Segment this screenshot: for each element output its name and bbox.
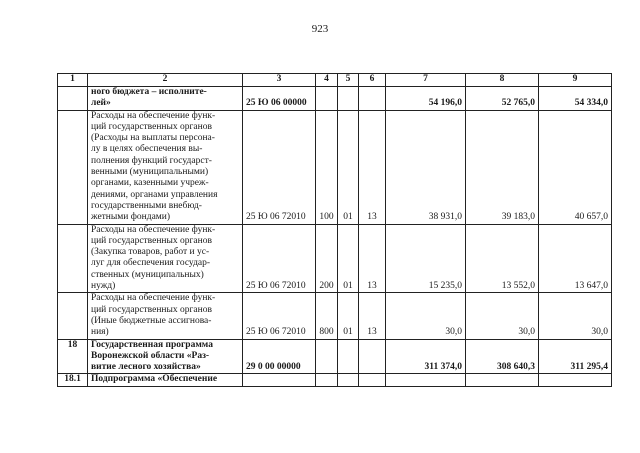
amount-year-1 xyxy=(386,374,466,386)
row-name-line: ния) xyxy=(91,327,109,338)
subsection-code xyxy=(359,374,386,386)
amount-year-2 xyxy=(466,374,539,386)
row-name xyxy=(88,374,243,386)
amount-year-2: 39 183,0 xyxy=(466,110,539,224)
target-article-code: 25 Ю 06 00000 xyxy=(243,87,316,111)
header-cell: 8 xyxy=(466,74,539,87)
expense-type-code: 100 xyxy=(316,110,338,224)
expense-type-code: 200 xyxy=(316,224,338,293)
row-name-line: ственных (муниципальных) xyxy=(91,269,204,280)
amount-year-2: 308 640,3 xyxy=(466,339,539,374)
row-name-line: Воронежской области «Раз- xyxy=(91,350,210,361)
section-code xyxy=(338,87,359,111)
section-code xyxy=(338,339,359,374)
expense-type-code xyxy=(316,339,338,374)
row-name-line: лей» xyxy=(91,98,111,109)
expense-type-code xyxy=(316,87,338,111)
row-name-line: ций государственных органов xyxy=(91,121,212,132)
header-cell: 9 xyxy=(539,74,612,87)
expense-type-code xyxy=(316,374,338,386)
row-name-line: нужд) xyxy=(91,281,116,292)
subsection-code: 13 xyxy=(359,224,386,293)
table-row xyxy=(58,110,612,224)
row-name-line: государственными внебюд- xyxy=(91,200,202,211)
row-name-line: (Иные бюджетные ассигнова- xyxy=(91,315,212,326)
row-name-line: ного бюджета – исполните- xyxy=(91,87,207,97)
subsection-code xyxy=(359,339,386,374)
amount-year-3: 30,0 xyxy=(539,293,612,339)
row-name-line: ций государственных органов xyxy=(91,235,212,246)
row-name-line: (Расходы на выплаты персона- xyxy=(91,133,215,144)
section-code xyxy=(338,374,359,386)
header-cell: 5 xyxy=(338,74,359,87)
row-number xyxy=(58,110,88,224)
budget-table xyxy=(57,73,612,387)
table-row xyxy=(58,224,612,293)
section-code: 01 xyxy=(338,110,359,224)
target-article-code: 29 0 00 00000 xyxy=(243,339,316,374)
row-name xyxy=(88,224,243,293)
subsection-code: 13 xyxy=(359,110,386,224)
header-cell: 7 xyxy=(386,74,466,87)
target-article-code: 25 Ю 06 72010 xyxy=(243,224,316,293)
row-number xyxy=(58,87,88,111)
row-name xyxy=(88,87,243,111)
target-article-code: 25 Ю 06 72010 xyxy=(243,110,316,224)
header-cell: 1 xyxy=(58,74,88,87)
table-row xyxy=(58,339,612,374)
expense-type-code: 800 xyxy=(316,293,338,339)
amount-year-1: 30,0 xyxy=(386,293,466,339)
row-name-line: полнения функций государст- xyxy=(91,155,212,166)
subsection-code: 13 xyxy=(359,293,386,339)
row-name-line: органами, казенными учреж- xyxy=(91,178,209,189)
row-number xyxy=(58,224,88,293)
header-cell: 4 xyxy=(316,74,338,87)
row-number xyxy=(58,293,88,339)
table-row xyxy=(58,87,612,111)
header-cell: 6 xyxy=(359,74,386,87)
row-name-line: луг для обеспечения государ- xyxy=(91,258,211,269)
row-name-line: (Закупка товаров, работ и ус- xyxy=(91,247,210,258)
row-name-line: лу в целях обеспечения вы- xyxy=(91,144,203,155)
amount-year-3: 311 295,4 xyxy=(539,339,612,374)
header-cell: 2 xyxy=(88,74,243,87)
header-cell: 3 xyxy=(243,74,316,87)
row-name-line: витие лесного хозяйства» xyxy=(91,362,201,373)
row-number: 18.1 xyxy=(58,374,88,386)
amount-year-3: 40 657,0 xyxy=(539,110,612,224)
table-body xyxy=(58,87,612,387)
amount-year-1: 54 196,0 xyxy=(386,87,466,111)
section-code: 01 xyxy=(338,293,359,339)
target-article-code xyxy=(243,374,316,386)
table-row xyxy=(58,293,612,339)
row-name-line: Расходы на обеспечение функ- xyxy=(91,293,216,304)
amount-year-2: 13 552,0 xyxy=(466,224,539,293)
row-name-line: Расходы на обеспечение функ- xyxy=(91,110,216,121)
row-name-line: Подпрограмма «Обеспечение xyxy=(91,374,218,385)
amount-year-1: 38 931,0 xyxy=(386,110,466,224)
row-name-line: Расходы на обеспечение функ- xyxy=(91,224,216,235)
row-name-line: дениями, органами управления xyxy=(91,189,218,200)
amount-year-1: 15 235,0 xyxy=(386,224,466,293)
header-row xyxy=(58,74,612,87)
subsection-code xyxy=(359,87,386,111)
row-name-line: жетными фондами) xyxy=(91,212,171,223)
section-code: 01 xyxy=(338,224,359,293)
amount-year-3 xyxy=(539,374,612,386)
row-name-line: ций государственных органов xyxy=(91,304,212,315)
row-number: 18 xyxy=(58,339,88,374)
page-number: 923 xyxy=(311,23,329,35)
amount-year-3: 54 334,0 xyxy=(539,87,612,111)
row-name xyxy=(88,293,243,339)
row-name xyxy=(88,339,243,374)
row-name xyxy=(88,110,243,224)
table-row xyxy=(58,374,612,386)
target-article-code: 25 Ю 06 72010 xyxy=(243,293,316,339)
amount-year-2: 52 765,0 xyxy=(466,87,539,111)
amount-year-1: 311 374,0 xyxy=(386,339,466,374)
amount-year-3: 13 647,0 xyxy=(539,224,612,293)
amount-year-2: 30,0 xyxy=(466,293,539,339)
row-name-line: Государственная программа xyxy=(91,339,213,350)
row-name-line: венными (муниципальными) xyxy=(91,167,209,178)
